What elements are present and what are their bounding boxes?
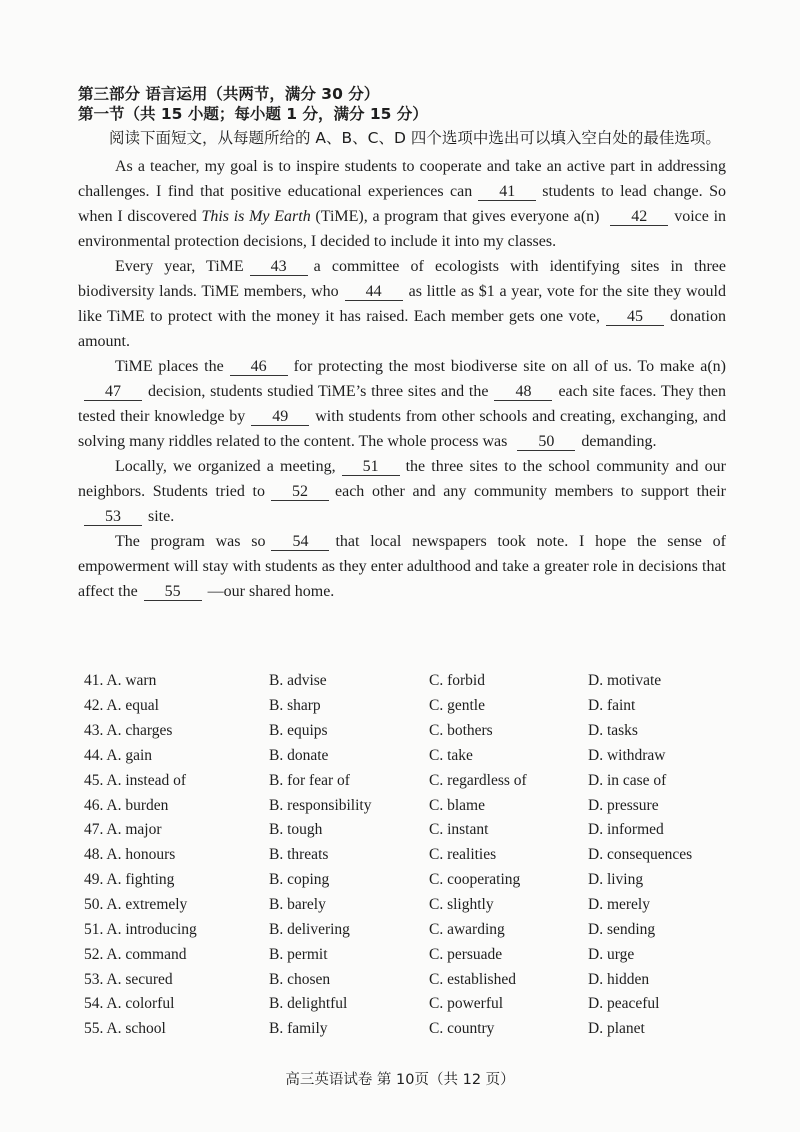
option-d: D. informed [588, 821, 664, 839]
blank-47: 47 [84, 383, 142, 401]
blank-45: 45 [606, 308, 664, 326]
option-row [84, 694, 738, 719]
passage-paragraph-4 [78, 454, 726, 529]
page-footer: 高三英语试卷 第 10页（共 12 页） [285, 1072, 515, 1088]
option-c: C. regardless of [429, 771, 527, 789]
text: voice in environmental protection decisions, I decided to include it into my classes. [78, 208, 727, 250]
option-row [84, 992, 738, 1017]
option-row [84, 744, 738, 769]
option-b: B. delightful [269, 995, 348, 1013]
option-row [84, 818, 738, 843]
option-b: B. barely [269, 896, 326, 914]
option-b: B. donate [269, 746, 329, 764]
option-row [84, 942, 738, 967]
text: TiME places the [115, 358, 224, 375]
option-a: 41. A. warn [84, 672, 157, 690]
option-b: B. advise [269, 672, 327, 690]
option-a: 45. A. instead of [84, 771, 187, 789]
text: The program was so [115, 533, 266, 550]
option-d: D. withdraw [588, 746, 666, 764]
passage-paragraph-3 [78, 354, 726, 454]
text: students to lead change. So when I discovered [78, 183, 726, 225]
option-c: C. slightly [429, 896, 494, 914]
option-b: B. sharp [269, 697, 321, 715]
option-b: B. chosen [269, 970, 331, 988]
subsection-title: 第一节（共 15 小题；每小题 1 分，满分 15 分） [78, 105, 428, 123]
option-a: 47. A. major [84, 821, 162, 839]
option-d: D. sending [588, 920, 656, 938]
option-a: 51. A. introducing [84, 920, 197, 938]
option-a: 50. A. extremely [84, 896, 188, 914]
option-row [84, 719, 738, 744]
text: each other and any community members to support their [334, 483, 726, 500]
option-c: C. established [429, 970, 516, 988]
option-a: 42. A. equal [84, 697, 159, 715]
option-b: B. equips [269, 722, 328, 740]
option-c: C. country [429, 1020, 495, 1038]
option-c: C. forbid [429, 672, 485, 690]
text: —our shared home. [207, 583, 335, 600]
option-row [84, 669, 738, 694]
blank-44: 44 [345, 283, 403, 301]
option-d: D. peaceful [588, 995, 660, 1013]
option-b: B. permit [269, 945, 328, 963]
text: (TiME), a program that gives everyone a(n) [315, 208, 600, 225]
option-c: C. gentle [429, 697, 485, 715]
option-c: C. realities [429, 846, 497, 864]
text: each site faces. They then tested their knowledge by [78, 383, 727, 425]
option-d: D. consequences [588, 846, 693, 864]
blank-55: 55 [144, 583, 202, 601]
option-d: D. faint [588, 697, 636, 715]
section-title: 第三部分 语言运用（共两节，满分 30 分） [78, 85, 380, 103]
text: a committee of ecologists with identifying sites in three biodiversity lands. TiME members, who [78, 258, 726, 300]
option-b: B. responsibility [269, 796, 372, 814]
option-row [84, 868, 738, 893]
option-b: B. family [269, 1020, 328, 1038]
option-a: 53. A. secured [84, 970, 173, 988]
text: as little as $1 a year, vote for the site they would like TiME to protect with the money it has raised. Each member gets one vote, [78, 283, 726, 325]
option-row [84, 843, 738, 868]
option-b: B. delivering [269, 920, 350, 938]
text: that local newspapers took note. I hope the sense of empowerment will stay with students as they enter adulthood and take a greater role in decisions that affect the [78, 533, 726, 600]
text: Locally, we organized a meeting, [115, 458, 336, 475]
blank-41: 41 [478, 183, 536, 201]
option-a: 49. A. fighting [84, 871, 175, 889]
option-a: 43. A. charges [84, 722, 173, 740]
option-a: 55. A. school [84, 1020, 166, 1038]
option-c: C. take [429, 746, 473, 764]
options-table [84, 669, 738, 1042]
option-c: C. bothers [429, 722, 493, 740]
option-row [84, 893, 738, 918]
option-b: B. tough [269, 821, 323, 839]
blank-52: 52 [271, 483, 329, 501]
option-d: D. pressure [588, 796, 659, 814]
option-a: 52. A. command [84, 945, 187, 963]
text: decision, students studied TiME’s three sites and the [148, 383, 489, 400]
text: Every year, TiME [115, 258, 244, 275]
blank-48: 48 [494, 383, 552, 401]
option-row [84, 967, 738, 992]
option-a: 54. A. colorful [84, 995, 175, 1013]
option-d: D. planet [588, 1020, 645, 1038]
option-row [84, 793, 738, 818]
blank-42: 42 [610, 208, 668, 226]
option-a: 46. A. burden [84, 796, 169, 814]
option-d: D. merely [588, 896, 650, 914]
option-c: C. powerful [429, 995, 504, 1013]
option-row [84, 1017, 738, 1042]
option-a: 48. A. honours [84, 846, 176, 864]
option-c: C. blame [429, 796, 485, 814]
option-d: D. urge [588, 945, 635, 963]
passage-paragraph-5 [78, 529, 726, 604]
option-row [84, 768, 738, 793]
text: As a teacher, my goal is to inspire students to cooperate and take an active part in addressing challenges. I find that positive educational experiences can [78, 158, 726, 200]
blank-50: 50 [517, 433, 575, 451]
option-c: C. cooperating [429, 871, 521, 889]
program-title: This is My Earth [201, 208, 311, 225]
text: donation amount. [78, 308, 726, 350]
text: for protecting the most biodiverse site on all of us. To make a(n) [293, 358, 726, 375]
blank-46: 46 [230, 358, 288, 376]
option-row [84, 917, 738, 942]
option-c: C. awarding [429, 920, 505, 938]
blank-43: 43 [250, 258, 308, 276]
text: demanding. [581, 433, 657, 450]
blank-51: 51 [342, 458, 400, 476]
option-d: D. in case of [588, 771, 667, 789]
option-b: B. threats [269, 846, 329, 864]
option-c: C. persuade [429, 945, 503, 963]
text: site. [148, 508, 175, 525]
option-b: B. coping [269, 871, 330, 889]
text: with students from other schools and creating, exchanging, and solving many riddles related to the content. The whole process was [78, 408, 727, 450]
option-d: D. living [588, 871, 644, 889]
option-d: D. motivate [588, 672, 662, 690]
option-d: D. tasks [588, 722, 638, 740]
exam-page [78, 84, 726, 604]
option-c: C. instant [429, 821, 489, 839]
text: the three sites to the school community and our neighbors. Students tried to [78, 458, 726, 500]
blank-49: 49 [251, 408, 309, 426]
option-b: B. for fear of [269, 771, 350, 789]
option-d: D. hidden [588, 970, 650, 988]
instructions: 阅读下面短文，从每题所给的 A、B、C、D 四个选项中选出可以填入空白处的最佳选项。 [109, 129, 721, 147]
option-a: 44. A. gain [84, 746, 153, 764]
passage-paragraph-2 [78, 254, 726, 354]
blank-54: 54 [271, 533, 329, 551]
blank-53: 53 [84, 508, 142, 526]
passage-paragraph-1 [78, 154, 726, 254]
